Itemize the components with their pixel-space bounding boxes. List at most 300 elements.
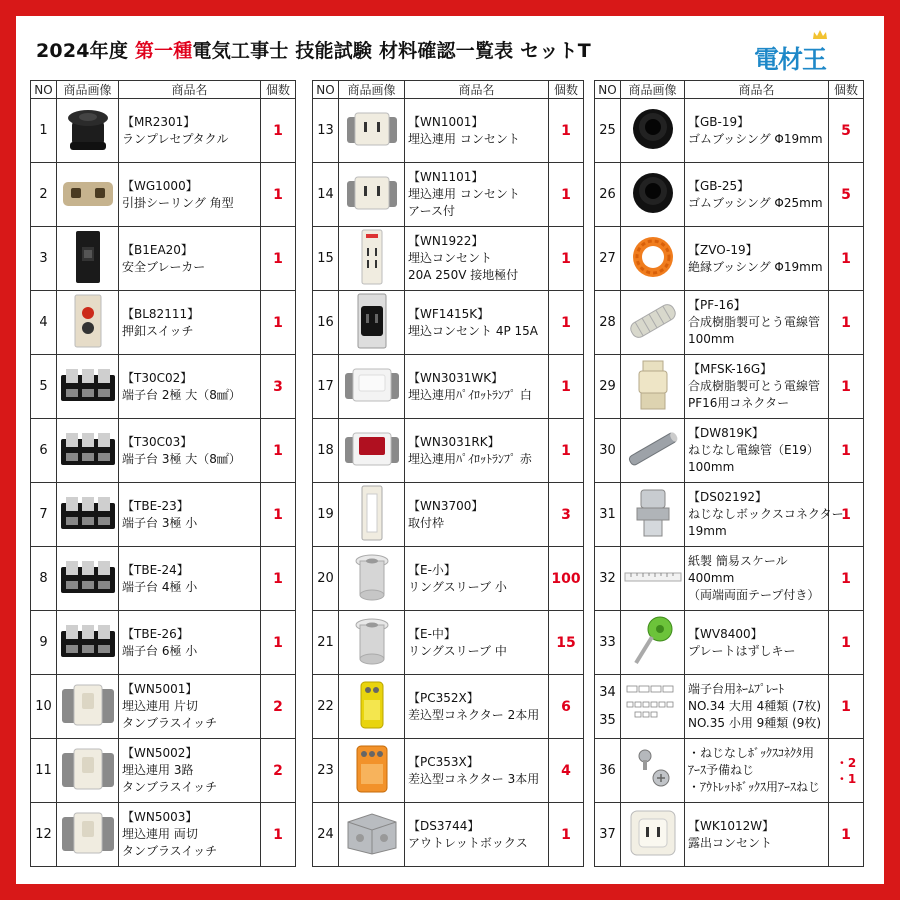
table-row [595, 739, 864, 803]
item-quantity: 1 [261, 803, 296, 867]
item-image [57, 291, 119, 355]
item-name-line: 【WV8400】 [688, 626, 763, 641]
item-name-line: 【E-小】 [408, 562, 456, 577]
terminal-block-icon [59, 429, 117, 473]
table-row [31, 675, 296, 739]
item-name-line: リングスリーブ 小 [408, 579, 507, 594]
header-no: NO [313, 81, 339, 99]
item-number-b: 35 [599, 712, 616, 728]
item-quantity: 1 [261, 227, 296, 291]
item-name-line: 【T30C02】 [122, 370, 193, 385]
item-name [685, 547, 829, 611]
item-name-line: 埋込連用ﾊﾟｲﾛｯﾄﾗﾝﾌﾟ 白 [408, 387, 532, 402]
item-image [57, 227, 119, 291]
table-row [31, 163, 296, 227]
item-name-line: 紙製 簡易スケール [688, 554, 788, 568]
item-number: 13 [313, 99, 339, 163]
materials-table-3 [594, 80, 864, 867]
item-name [405, 803, 549, 867]
materials-table-2 [312, 80, 584, 867]
item-name-line: 400mm [688, 571, 735, 585]
item-name-line: 【WN3700】 [408, 498, 484, 513]
item-name-line: 差込型コネクター 3本用 [408, 771, 540, 786]
denzaiou-logo [754, 30, 830, 74]
item-number: 28 [595, 291, 621, 355]
table-row [595, 291, 864, 355]
table-row [31, 803, 296, 867]
item-number: 1 [31, 99, 57, 163]
item-image [621, 355, 685, 419]
item-quantity: 15 [549, 611, 584, 675]
item-number: 25 [595, 99, 621, 163]
item-name [405, 611, 549, 675]
item-number: 20 [313, 547, 339, 611]
item-number: 18 [313, 419, 339, 483]
table-row [31, 547, 296, 611]
item-name [685, 163, 829, 227]
item-name-line: 端子台 6極 小 [122, 643, 198, 658]
item-number: 9 [31, 611, 57, 675]
item-name [405, 739, 549, 803]
item-quantity: 1 [829, 483, 864, 547]
item-name [405, 227, 549, 291]
item-quantity: 2 [261, 739, 296, 803]
item-quantity: 1 [261, 99, 296, 163]
item-image [57, 483, 119, 547]
item-number: 30 [595, 419, 621, 483]
item-number: 10 [31, 675, 57, 739]
item-name-line: 露出コンセント [688, 835, 773, 850]
table-row [313, 803, 584, 867]
item-number: 8 [31, 547, 57, 611]
item-name-line: 100mm [688, 460, 735, 474]
item-quantity: 100 [549, 547, 584, 611]
item-image [57, 739, 119, 803]
item-quantity: 1 [261, 483, 296, 547]
item-name-line: 端子台 2極 大（8㎟） [122, 387, 241, 402]
item-name-line: 埋込連用ﾊﾟｲﾛｯﾄﾗﾝﾌﾟ 赤 [408, 451, 532, 466]
item-name-line: 【WG1000】 [122, 178, 198, 193]
tumbler-switch-icon [60, 681, 116, 733]
breaker-icon [73, 229, 103, 289]
table-row [595, 419, 864, 483]
table-row [313, 291, 584, 355]
item-quantity: 1 [261, 611, 296, 675]
outlet-box-icon [344, 810, 400, 860]
item-name [685, 611, 829, 675]
header-qty: 個数 [261, 81, 296, 99]
item-name-line: 合成樹脂製可とう電線管 [688, 315, 821, 329]
item-name-line: ランプレセプタクル [122, 131, 229, 146]
item-image [621, 675, 685, 739]
item-image [339, 483, 405, 547]
item-name-line: 【WN3031RK】 [408, 434, 500, 449]
item-quantity: 1 [549, 355, 584, 419]
item-name-line: 安全ブレーカー [122, 259, 206, 274]
item-image [339, 291, 405, 355]
item-number: 27 [595, 227, 621, 291]
outlet-icon [345, 109, 399, 153]
item-number: 31 [595, 483, 621, 547]
item-quantity: 4 [549, 739, 584, 803]
item-number: 26 [595, 163, 621, 227]
item-number: 17 [313, 355, 339, 419]
item-name [405, 483, 549, 547]
item-quantity: 1 [261, 291, 296, 355]
item-name-line: 【TBE-23】 [122, 498, 189, 513]
tumbler-switch-icon [60, 745, 116, 797]
item-image [339, 675, 405, 739]
item-name-line: リングスリーブ 中 [408, 643, 507, 658]
table-header [313, 81, 584, 99]
table-row [31, 99, 296, 163]
table-row [595, 227, 864, 291]
item-image [339, 355, 405, 419]
item-name [685, 227, 829, 291]
ring-sleeve-icon [352, 615, 392, 671]
item-image [57, 355, 119, 419]
item-name-line: 取付枠 [408, 515, 445, 530]
item-number: 32 [595, 547, 621, 611]
item-name [405, 675, 549, 739]
item-quantity: 1 [549, 803, 584, 867]
item-name [685, 291, 829, 355]
ceiling-rosette-icon [61, 176, 115, 214]
item-number: 2 [31, 163, 57, 227]
logo-text: 電材王 [754, 45, 827, 74]
item-name-line: 【E-中】 [408, 626, 456, 641]
header-qty: 個数 [549, 81, 584, 99]
table-row [31, 291, 296, 355]
item-name [405, 355, 549, 419]
title-rest: 電気工事士 技能試験 材料確認一覧表 セットT [192, 40, 591, 62]
item-image [339, 419, 405, 483]
item-name [405, 163, 549, 227]
item-name-line: ゴムブッシング Φ25mm [688, 195, 823, 210]
item-name-line: 差込型コネクター 2本用 [408, 707, 540, 722]
item-quantity: 1 [549, 419, 584, 483]
item-number: 12 [31, 803, 57, 867]
item-name [119, 227, 261, 291]
item-quantity: 1 [549, 291, 584, 355]
item-name-line: ねじなしボックスコネクター [688, 507, 844, 521]
surface-outlet-icon [627, 807, 679, 863]
item-image [339, 739, 405, 803]
item-image [621, 99, 685, 163]
item-quantity: 1 [829, 611, 864, 675]
item-name [405, 99, 549, 163]
item-name-line: 埋込連用 コンセント [408, 187, 520, 201]
item-name [119, 163, 261, 227]
table-row [595, 611, 864, 675]
item-image [57, 803, 119, 867]
item-quantity: 3 [549, 483, 584, 547]
header-image: 商品画像 [339, 81, 405, 99]
item-quantity: 1 [549, 227, 584, 291]
item-name-line: NO.35 小用 9種類 (9枚) [688, 716, 822, 730]
title-year: 2024年度 [36, 40, 135, 62]
table-row [313, 547, 584, 611]
item-name-line: ・ねじなしﾎﾞｯｸｽｺﾈｸﾀ用 [688, 746, 815, 760]
item-image [621, 163, 685, 227]
item-name [685, 803, 829, 867]
item-quantity: 1 [549, 99, 584, 163]
header-name: 商品名 [685, 81, 829, 99]
table-row [313, 163, 584, 227]
item-number: 15 [313, 227, 339, 291]
item-name-line: 【MFSK-16G】 [688, 362, 773, 376]
item-name-line: ねじなし電線管（E19） [688, 443, 819, 457]
item-name-line: 端子台 3極 大（8㎟） [122, 451, 241, 466]
item-number [595, 675, 621, 739]
item-image [339, 227, 405, 291]
item-name-line: 【MR2301】 [122, 114, 196, 129]
pilot-lamp-white-icon [343, 365, 401, 409]
item-name [405, 419, 549, 483]
item-image [339, 547, 405, 611]
item-name-line: 引掛シーリング 角型 [122, 195, 234, 210]
item-name [685, 483, 844, 547]
item-name-line: 【PC353X】 [408, 754, 479, 769]
item-name-line: 合成樹脂製可とう電線管 [688, 379, 821, 393]
item-number: 36 [595, 739, 621, 803]
item-image [339, 163, 405, 227]
item-quantity: 1 [549, 163, 584, 227]
table-row [313, 675, 584, 739]
item-name-line: タンブラスイッチ [122, 716, 218, 730]
item-name-line: 埋込連用 3路 [122, 763, 194, 777]
item-quantity: 6 [549, 675, 584, 739]
item-name-line: ｱｰｽ予備ねじ [688, 763, 755, 777]
item-number: 23 [313, 739, 339, 803]
item-name-line: NO.34 大用 4種類 (7枚) [688, 699, 822, 713]
table-row [313, 419, 584, 483]
item-name-line: 埋込コンセント [408, 251, 493, 265]
item-quantity: 1 [829, 419, 864, 483]
header-name: 商品名 [119, 81, 261, 99]
item-image [621, 419, 685, 483]
item-image [621, 483, 685, 547]
item-name-line: 【WN1001】 [408, 114, 484, 129]
item-name-line: プレートはずしキー [688, 643, 796, 658]
item-name [685, 419, 829, 483]
plate-key-icon [628, 613, 678, 673]
item-quantity: 2 [261, 675, 296, 739]
item-name-line: 端子台 3極 小 [122, 515, 198, 530]
table-row [31, 483, 296, 547]
item-name-line: タンブラスイッチ [122, 780, 218, 794]
item-name [119, 483, 261, 547]
item-image [621, 739, 685, 803]
item-name [119, 291, 261, 355]
push-button-switch-icon [73, 293, 103, 353]
table-row [595, 675, 864, 739]
item-name-line: PF16用コネクター [688, 396, 790, 410]
item-number: 5 [31, 355, 57, 419]
item-quantity-b: ・1 [835, 771, 857, 786]
item-number: 24 [313, 803, 339, 867]
item-image [57, 675, 119, 739]
item-name-line: 押釦スイッチ [122, 323, 194, 338]
terminal-block-icon [59, 557, 117, 601]
item-name-line: 【GB-25】 [688, 178, 750, 193]
outlet-icon [345, 173, 399, 217]
item-name-line: 【WN5001】 [122, 682, 198, 696]
table-row [313, 611, 584, 675]
push-connector-orange-icon [352, 742, 392, 800]
material-checklist-page [16, 16, 884, 884]
pilot-lamp-red-icon [343, 429, 401, 473]
title-highlight: 第一種 [134, 40, 193, 62]
item-name-line: 【B1EA20】 [122, 242, 193, 257]
item-name-line: 埋込コンセント 4P 15A [408, 323, 538, 338]
item-name [119, 739, 261, 803]
item-image [57, 163, 119, 227]
item-image [339, 99, 405, 163]
table-row [31, 227, 296, 291]
table-row [595, 99, 864, 163]
tumbler-switch-icon [60, 809, 116, 861]
item-name-line: 【WN3031WK】 [408, 370, 504, 385]
pf-conduit-icon [625, 297, 681, 349]
table-row [31, 611, 296, 675]
item-number: 22 [313, 675, 339, 739]
header-image: 商品画像 [57, 81, 119, 99]
item-quantity [829, 739, 864, 803]
item-name-line: 【DW819K】 [688, 426, 764, 440]
header-no: NO [595, 81, 621, 99]
item-image [621, 611, 685, 675]
item-quantity: 1 [829, 227, 864, 291]
name-plate-icon [625, 682, 681, 732]
item-name-line: 19mm [688, 524, 727, 538]
item-name-line: 【DS02192】 [688, 490, 768, 504]
table-row [313, 355, 584, 419]
item-name-line: 100mm [688, 332, 735, 346]
insulating-bushing-icon [629, 233, 677, 285]
outlet-20a-icon [359, 228, 385, 290]
item-name-line: 【WN1922】 [408, 234, 484, 248]
item-name-line: 【DS3744】 [408, 818, 480, 833]
item-name-line: 20A 250V 接地極付 [408, 268, 519, 282]
item-name [119, 355, 261, 419]
item-name [685, 355, 829, 419]
item-name-line: 埋込連用 コンセント [408, 131, 520, 146]
terminal-block-icon [59, 493, 117, 537]
item-name-line: 【ZVO-19】 [688, 242, 758, 257]
item-number: 6 [31, 419, 57, 483]
item-name [685, 99, 829, 163]
item-image [621, 803, 685, 867]
item-name-line: ・ｱｳﾄﾚｯﾄﾎﾞｯｸｽ用ｱｰｽねじ [688, 780, 821, 794]
lamp-receptacle-icon [64, 104, 112, 158]
item-name-line: アウトレットボックス [408, 835, 528, 850]
item-number: 16 [313, 291, 339, 355]
item-name [405, 547, 549, 611]
item-name-line: 【WF1415K】 [408, 306, 490, 321]
item-name-line: 埋込連用 両切 [122, 827, 198, 841]
terminal-block-icon [59, 365, 117, 409]
ring-sleeve-icon [352, 551, 392, 607]
item-name-line: 【WK1012W】 [688, 818, 775, 833]
item-number: 7 [31, 483, 57, 547]
table-row [595, 483, 864, 547]
header-name: 商品名 [405, 81, 549, 99]
header-no: NO [31, 81, 57, 99]
item-quantity: 5 [829, 99, 864, 163]
item-name-line: 【WN5003】 [122, 810, 198, 824]
item-image [57, 99, 119, 163]
item-name-line: ゴムブッシング Φ19mm [688, 131, 823, 146]
rubber-bushing-icon [629, 105, 677, 157]
item-number: 3 [31, 227, 57, 291]
table-row [595, 803, 864, 867]
item-name-line: 端子台 4極 小 [122, 579, 198, 594]
item-image [621, 547, 685, 611]
item-quantity: 1 [829, 547, 864, 611]
table-row [313, 483, 584, 547]
item-quantity: 1 [261, 547, 296, 611]
item-name-line: （両端両面テープ付き） [688, 588, 820, 602]
item-number: 11 [31, 739, 57, 803]
table-row [31, 355, 296, 419]
table-row [595, 547, 864, 611]
item-name-line: 【WN1101】 [408, 170, 484, 184]
materials-table-1 [30, 80, 296, 867]
item-image [339, 803, 405, 867]
item-image [57, 611, 119, 675]
rubber-bushing-icon [629, 169, 677, 221]
item-number: 37 [595, 803, 621, 867]
table-row [31, 419, 296, 483]
item-name [119, 547, 261, 611]
item-name-line: 端子台用ﾈｰﾑﾌﾟﾚｰﾄ [688, 682, 785, 696]
item-quantity: 1 [829, 355, 864, 419]
item-image [339, 611, 405, 675]
item-image [621, 227, 685, 291]
item-name-line: タンブラスイッチ [122, 844, 218, 858]
item-number: 14 [313, 163, 339, 227]
page-title [36, 36, 591, 63]
item-name-line: 【PC352X】 [408, 690, 479, 705]
item-quantity: 5 [829, 163, 864, 227]
terminal-block-icon [59, 621, 117, 665]
table-row [31, 739, 296, 803]
mounting-frame-icon [359, 484, 385, 546]
item-number: 21 [313, 611, 339, 675]
crown-icon [812, 30, 828, 40]
item-number: 19 [313, 483, 339, 547]
table-row [313, 99, 584, 163]
table-row [595, 355, 864, 419]
pf-connector-icon [633, 357, 673, 417]
table-row [595, 163, 864, 227]
item-number: 4 [31, 291, 57, 355]
item-name [405, 291, 549, 355]
item-number-a: 34 [599, 684, 616, 700]
push-connector-yellow-icon [355, 678, 389, 736]
item-quantity: 1 [261, 419, 296, 483]
item-name [685, 739, 829, 803]
item-name-line: 【WN5002】 [122, 746, 198, 760]
item-name-line: 【TBE-26】 [122, 626, 189, 641]
item-quantity: 1 [829, 675, 864, 739]
item-name-line: 【BL82111】 [122, 306, 200, 321]
outlet-black-icon [355, 292, 389, 354]
item-quantity: 1 [261, 163, 296, 227]
item-quantity: 3 [261, 355, 296, 419]
table-row [313, 739, 584, 803]
